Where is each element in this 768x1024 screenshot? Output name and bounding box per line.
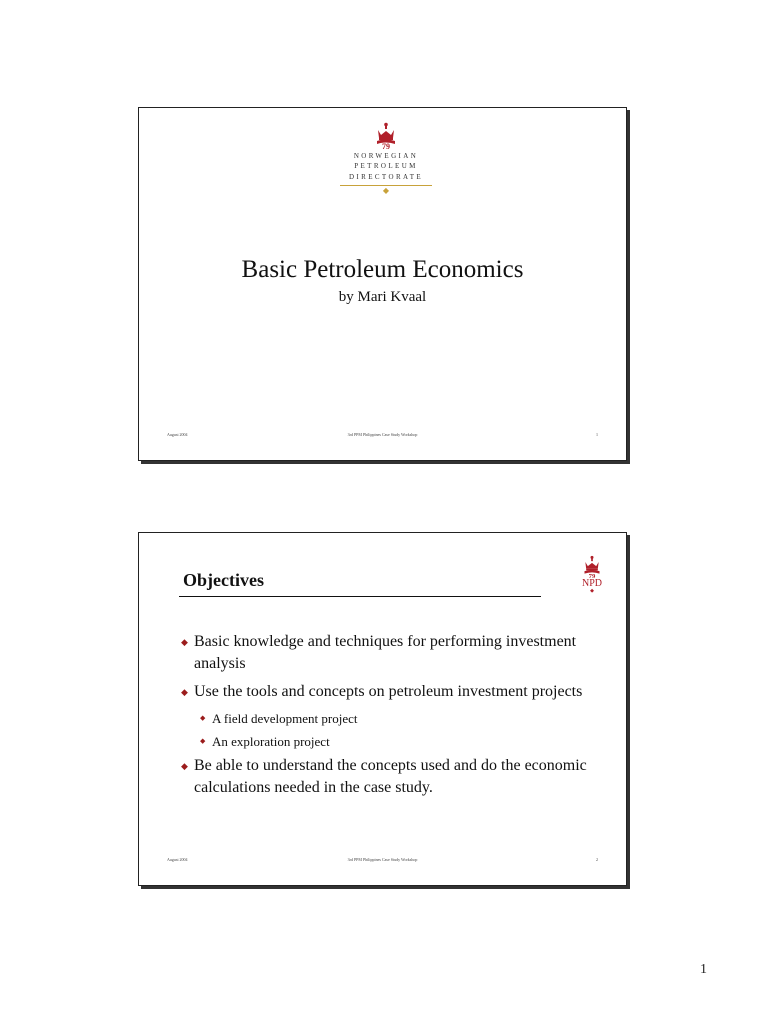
bullet-diamond-icon: ◆ bbox=[181, 761, 188, 771]
svg-text:79: 79 bbox=[382, 142, 390, 150]
svg-text:79: 79 bbox=[588, 572, 596, 579]
org-name-line1: NORWEGIAN PETROLEUM bbox=[353, 152, 419, 170]
npd-logo-text: NPD bbox=[581, 578, 602, 589]
footer-page: 1 bbox=[596, 432, 598, 437]
slide-title bbox=[138, 107, 627, 461]
list-subitem bbox=[181, 732, 601, 751]
slide-objectives bbox=[138, 532, 627, 886]
bullet-diamond-icon: ◆ bbox=[200, 737, 206, 745]
bullet-text: Be able to understand the concepts used and do the economic calculations needed in the case study. bbox=[194, 757, 587, 796]
footer-page: 2 bbox=[596, 857, 598, 862]
slide-footer bbox=[139, 857, 626, 865]
bullet-text: Use the tools and concepts on petroleum investment projects bbox=[194, 683, 583, 700]
slide-footer bbox=[139, 432, 626, 440]
bullet-text: An exploration project bbox=[212, 734, 330, 749]
objectives-title: Objectives bbox=[183, 570, 264, 590]
org-name-line2: DIRECTORATE bbox=[348, 173, 424, 181]
footer-center: 3rd PPM Philippines Case Study Workshop bbox=[347, 857, 418, 862]
bullet-text: A field development project bbox=[212, 711, 358, 726]
list-item bbox=[181, 681, 601, 703]
footer-date: August 2004 bbox=[167, 857, 188, 862]
crown-emblem-icon bbox=[582, 555, 602, 579]
crown-emblem-icon bbox=[374, 122, 398, 150]
npd-small-logo bbox=[577, 555, 607, 595]
footer-date: August 2004 bbox=[167, 432, 188, 437]
list-item bbox=[181, 755, 601, 799]
npd-logo bbox=[327, 122, 445, 195]
list-item bbox=[181, 631, 601, 675]
bullet-diamond-icon: ◆ bbox=[200, 714, 206, 722]
footer-center: 3rd PPM Philippines Case Study Workshop bbox=[347, 432, 418, 437]
title-underline bbox=[179, 596, 541, 597]
bullet-diamond-icon: ◆ bbox=[181, 637, 188, 647]
bullet-text: Basic knowledge and techniques for performing investment analysis bbox=[194, 633, 577, 672]
bullet-diamond-icon: ◆ bbox=[181, 687, 188, 697]
objectives-list bbox=[181, 631, 601, 805]
gold-diamond-icon: ◆ bbox=[382, 186, 390, 195]
page-number: 1 bbox=[700, 962, 707, 977]
red-diamond-icon: ◆ bbox=[590, 589, 594, 594]
author-text: by Mari Kvaal bbox=[338, 289, 427, 305]
slide-title-text: Basic Petroleum Economics bbox=[241, 256, 524, 283]
list-subitem bbox=[181, 709, 601, 728]
